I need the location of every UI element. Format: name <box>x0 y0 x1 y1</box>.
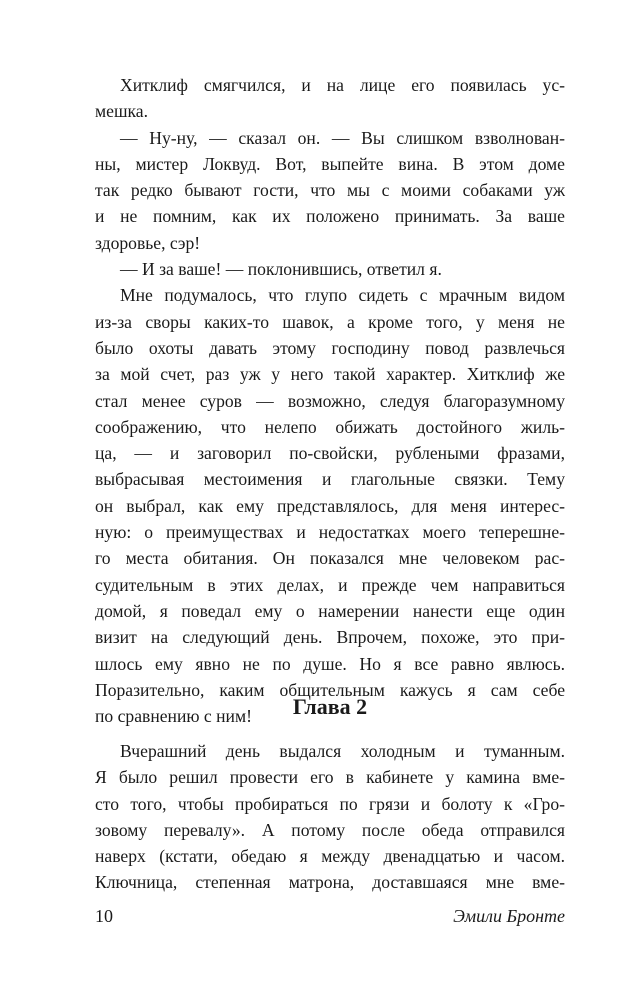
text-line: — И за ваше! — поклонившись, ответил я. <box>120 259 442 280</box>
text-line: визит на следующий день. Впрочем, похоже, это при- <box>95 627 565 648</box>
text-line: го места обитания. Он показался мне человеком рас- <box>95 548 565 569</box>
text-line: наверх (кстати, обедаю я между двенадцатью и часом. <box>95 846 565 867</box>
text-line: и не помним, как их положено принимать. За ваше <box>95 206 565 227</box>
running-footer-author: Эмили Бронте <box>453 906 565 926</box>
text-line: по сравнению с ним! <box>95 706 252 727</box>
text-line: ца, — и заговорил по-свойски, рублеными фразами, <box>95 443 565 464</box>
text-line: выбрасывая местоимения и глагольные связки. Тему <box>95 469 565 490</box>
chapter-2-text <box>95 738 565 896</box>
text-line: — Ну-ну, — сказал он. — Вы слишком взволнован- <box>120 127 565 148</box>
text-line: ную: о преимуществах и недостатках моего теперешне- <box>95 522 565 543</box>
text-line: Поразительно, каким общительным кажусь я сам себе <box>95 679 565 700</box>
text-line: стал менее суров — возможно, следуя благоразумному <box>95 390 565 411</box>
text-line: Вчерашний день выдался холодным и туманным. <box>120 741 565 761</box>
text-line: шлось ему явно не по душе. Но я все равно явлюсь. <box>95 653 565 674</box>
text-line: здоровье, сэр! <box>95 232 201 253</box>
text-line: соображению, что нелепо обижать достойного жиль- <box>95 416 565 437</box>
text-line: из-за своры каких-то шавок, а кроме того, у меня не <box>95 311 565 332</box>
text-line: мешка. <box>95 101 148 122</box>
page-number: 10 <box>95 906 113 926</box>
text-line: Хитклиф смягчился, и на лице его появилась ус- <box>120 75 565 95</box>
text-line: так редко бывают гости, что мы с моими собаками уж <box>95 180 565 201</box>
text-line: ны, мистер Локвуд. Вот, выпейте вина. В этом доме <box>95 153 565 174</box>
text-line: сто того, чтобы пробираться по грязи и болоту к «Гро- <box>95 793 565 814</box>
text-line: домой, я поведал ему о намерении нанести еще один <box>95 600 565 621</box>
text-line: Мне подумалось, что глупо сидеть с мрачным видом <box>120 285 565 306</box>
text-line: за мой счет, раз уж у него такой характер. Хитклиф же <box>95 364 565 385</box>
text-line: он выбрал, как ему представлялось, для меня интерес- <box>95 495 565 516</box>
text-line: Ключница, степенная матрона, доставшаяся мне вме- <box>95 872 565 893</box>
chapter-1-ending <box>95 72 565 729</box>
chapter-heading: Глава 2 <box>292 694 368 719</box>
text-line: зовому перевалу». А потому после обеда отправился <box>95 819 565 840</box>
text-line: судительным в этих делах, и прежде чем направиться <box>95 574 565 595</box>
text-line: Я было решил провести его в кабинете у камина вме- <box>95 767 565 788</box>
text-line: было охоты давать этому господину повод развлечься <box>95 337 565 358</box>
